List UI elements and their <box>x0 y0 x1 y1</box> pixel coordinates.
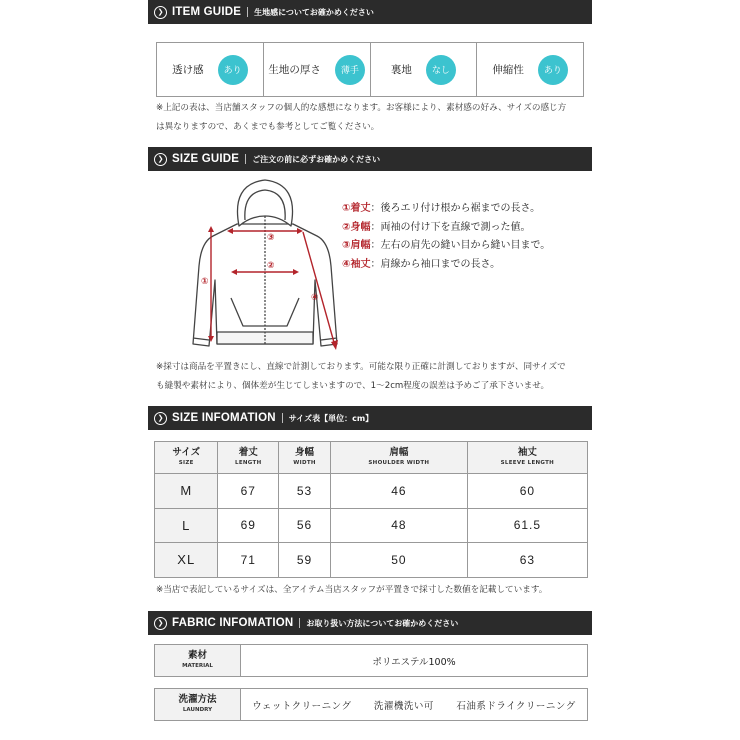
legend-desc: ：左右の肩先の縫い目から縫い目まで。 <box>370 240 551 252</box>
chevron-right-circle-icon: ❯ <box>154 617 167 630</box>
size-guide-header <box>148 147 592 171</box>
laundry-row <box>154 688 588 721</box>
guide-cell-lining <box>371 43 478 96</box>
col-header: サイズ SIZE <box>155 442 218 474</box>
note-line: ※上記の表は、当店舗スタッフの個人的な感想になります。お客様により、素材感の好み、サイズの感じ方 <box>156 103 567 113</box>
guide-label: 透け感 <box>172 64 204 76</box>
header-en: LAUNDRY <box>182 706 213 713</box>
table-cell: 63 <box>467 543 587 578</box>
mark-sleeve: ④ <box>311 293 319 303</box>
fabric-info-title: FABRIC INFOMATION <box>172 617 294 629</box>
table-cell: 60 <box>467 474 587 509</box>
chevron-right-circle-icon: ❯ <box>154 6 167 19</box>
size-info-subtitle: サイズ表【単位：cm】 <box>288 413 374 423</box>
legend-item <box>342 237 550 256</box>
legend-item <box>342 219 550 238</box>
mark-shoulder: ③ <box>267 233 275 243</box>
guide-cell-thickness <box>264 43 371 96</box>
laundry-values <box>241 689 587 720</box>
material-value: ポリエステル100% <box>372 656 456 668</box>
divider <box>247 7 248 17</box>
guide-badge: あり <box>218 55 248 85</box>
hoodie-diagram <box>175 176 355 356</box>
note-line: も縫製や素材により、個体差が生じてしまいますので、1～2cm程度の誤差は予めご了承下さいませ。 <box>156 381 550 391</box>
guide-label: 裏地 <box>390 64 412 76</box>
table-cell: 67 <box>218 474 279 509</box>
divider <box>282 413 283 423</box>
table-row <box>155 508 588 543</box>
item-guide-subtitle: 生地感についてお確かめください <box>254 7 374 17</box>
laundry-value: 洗濯機洗い可 <box>373 700 434 712</box>
table-cell: 48 <box>331 508 468 543</box>
table-cell: 46 <box>331 474 468 509</box>
table-cell: XL <box>155 543 218 578</box>
legend-item <box>342 200 550 219</box>
fabric-feel-table <box>156 42 584 97</box>
legend-desc: ：後ろエリ付け根から裾までの長さ。 <box>370 203 541 214</box>
legend-desc: ：肩線から袖口までの長さ。 <box>370 258 501 270</box>
laundry-value: 石油系ドライクリーニング <box>456 700 576 712</box>
header-jp: 洗濯方法 <box>178 693 217 705</box>
table-cell: L <box>155 508 218 543</box>
fabric-info-subtitle: お取り扱い方法についてお確かめください <box>306 618 459 628</box>
item-guide-title: ITEM GUIDE <box>172 6 242 18</box>
table-row <box>155 543 588 578</box>
guide-badge: 薄手 <box>335 55 365 85</box>
guide-cell-transparency <box>157 43 264 96</box>
guide-badge: なし <box>426 55 456 85</box>
size-table <box>154 441 588 578</box>
fabric-info-header <box>148 611 592 635</box>
laundry-header <box>155 689 241 720</box>
table-cell: M <box>155 474 218 509</box>
guide-label: 伸縮性 <box>492 64 524 76</box>
size-info-title: SIZE INFOMATION <box>172 412 276 424</box>
material-header <box>155 645 241 676</box>
header-en: MATERIAL <box>182 662 213 669</box>
col-header: 袖丈 SLEEVE LENGTH <box>467 442 587 474</box>
mark-width: ② <box>267 261 275 271</box>
item-guide-header <box>148 0 592 24</box>
table-row <box>155 474 588 509</box>
chevron-right-circle-icon: ❯ <box>154 412 167 425</box>
legend-desc: ：両袖の付け下を直線で測った値。 <box>370 221 531 233</box>
item-guide-note <box>156 99 596 137</box>
note-line: ※採寸は商品を平置きにし、直線で計測しております。可能な限り正確に計測しておりますが、同サイズで <box>156 362 566 372</box>
header-jp: 素材 <box>187 649 207 661</box>
table-cell: 56 <box>279 508 331 543</box>
divider <box>245 154 246 164</box>
guide-badge: あり <box>538 55 568 85</box>
col-header: 肩幅 SHOULDER WIDTH <box>331 442 468 474</box>
table-cell: 59 <box>279 543 331 578</box>
chevron-right-circle-icon: ❯ <box>154 153 167 166</box>
size-guide-note <box>156 358 596 396</box>
table-cell: 50 <box>331 543 468 578</box>
guide-cell-stretch <box>477 43 583 96</box>
size-guide-subtitle: ご注文の前に必ずお確かめください <box>252 154 381 164</box>
mark-length: ① <box>201 277 209 287</box>
note-line: は異なりますので、あくまでも参考としてご覧ください。 <box>156 122 380 132</box>
note-line: ※当店で表記しているサイズは、全アイテム当店スタッフが平置きで採寸した数値を記載しています。 <box>156 585 548 595</box>
material-row <box>154 644 588 677</box>
legend-key: ③肩幅 <box>342 240 371 252</box>
table-cell: 71 <box>218 543 279 578</box>
divider <box>299 618 300 628</box>
guide-label: 生地の厚さ <box>268 64 321 76</box>
size-info-note <box>156 581 596 600</box>
legend-key: ④袖丈 <box>342 258 371 270</box>
laundry-value: ウェットクリーニング <box>252 700 352 712</box>
table-cell: 69 <box>218 508 279 543</box>
legend-key: ①着丈 <box>342 203 371 214</box>
measurement-legend <box>342 200 550 274</box>
legend-item <box>342 256 550 275</box>
col-header: 身幅 WIDTH <box>279 442 331 474</box>
col-header: 着丈 LENGTH <box>218 442 279 474</box>
table-header-row <box>155 442 588 474</box>
table-cell: 53 <box>279 474 331 509</box>
table-cell: 61.5 <box>467 508 587 543</box>
legend-key: ②身幅 <box>342 221 371 233</box>
size-info-header <box>148 406 592 430</box>
size-guide-title: SIZE GUIDE <box>172 153 240 165</box>
